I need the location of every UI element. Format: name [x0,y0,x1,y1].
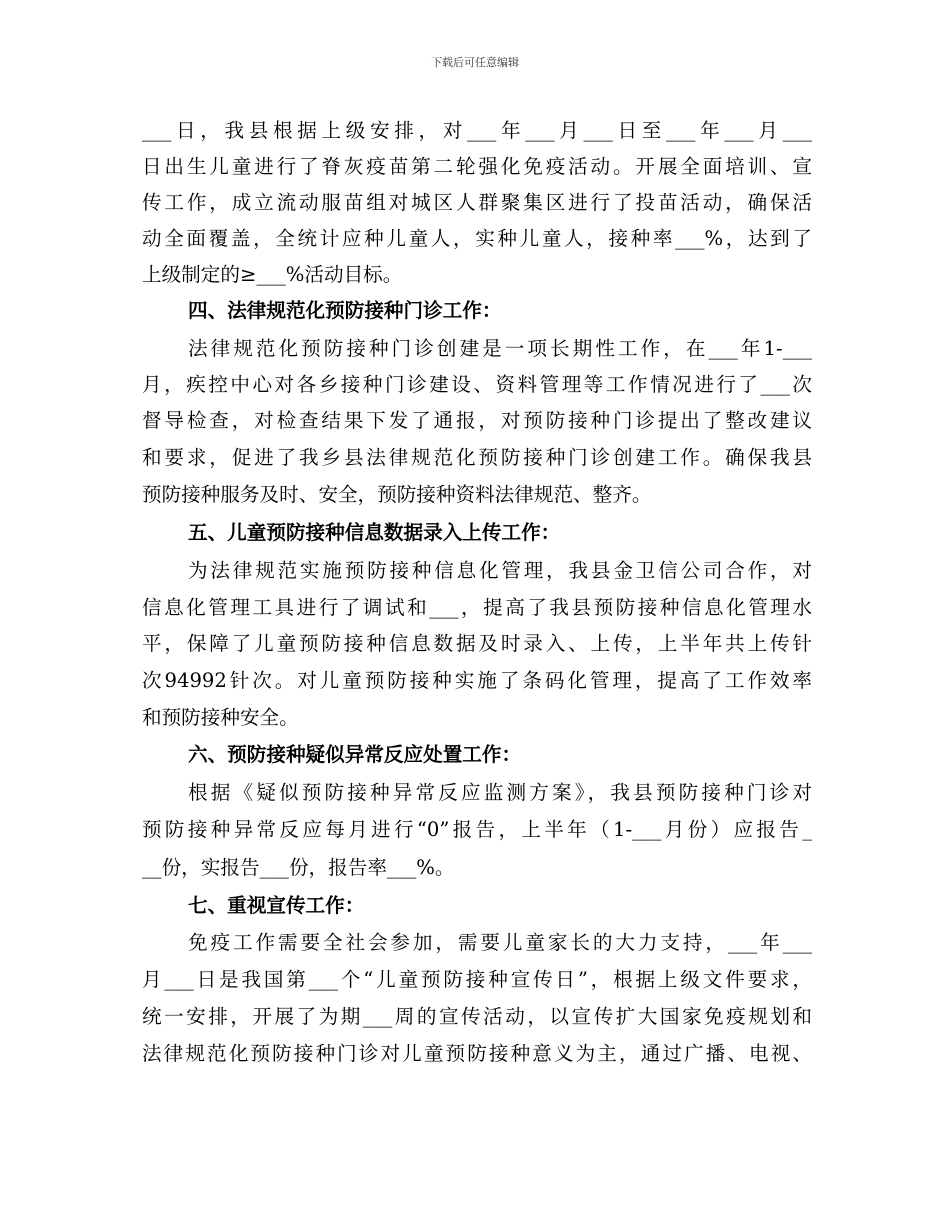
paragraph-line: 上级制定的≥___%活动目标。 [142,263,403,286]
paragraph-line: 免疫工作需要全社会参加，需要儿童家长的大力支持，___年___ [188,931,812,954]
paragraph-line: 传工作，成立流动服苗组对城区人群聚集区进行了投苗活动，确保活 [142,191,812,214]
paragraph-line: 为法律规范实施预防接种信息化管理，我县金卫信公司合作，对 [188,559,812,582]
paragraph-line: __份，实报告___份，报告率___%。 [142,856,455,879]
paragraph-line: 督导检查，对检查结果下发了通报，对预防接种门诊提出了整改建议 [142,409,812,432]
paragraph-line: 月，疾控中心对各乡接种门诊建设、资料管理等工作情况进行了___次 [142,373,812,396]
paragraph-line: 预防接种异常反应每月进行“0”报告，上半年（1-___月份）应报告_ [142,818,812,841]
paragraph-line: 和要求，促进了我乡县法律规范化预防接种门诊创建工作。确保我县 [142,446,812,469]
paragraph-line: 次94992针次。对儿童预防接种实施了条码化管理，提高了工作效率 [142,669,812,692]
section-heading: 四、法律规范化预防接种门诊工作： [188,299,502,322]
section-heading: 五、儿童预防接种信息数据录入上传工作： [188,521,561,544]
paragraph-line: 法律规范化预防接种门诊对儿童预防接种意义为主，通过广播、电视、 [142,1042,812,1065]
page-header: 下载后可任意编辑 [431,56,519,69]
paragraph-line: 平，保障了儿童预防接种信息数据及时录入、上传，上半年共上传针 [142,632,812,655]
paragraph-line: 统一安排，开展了为期___周的宣传活动，以宣传扩大国家免疫规划和 [142,1005,812,1028]
section-heading: 六、预防接种疑似异常反应处置工作： [188,743,522,766]
paragraph-line: 根据《疑似预防接种异常反应监测方案》，我县预防接种门诊对 [188,781,812,804]
paragraph-line: 日出生儿童进行了脊灰疫苗第二轮强化免疫活动。开展全面培训、宣 [142,155,812,178]
paragraph-line: 月___日是我国第___个“儿童预防接种宣传日”，根据上级文件要求， [142,968,812,991]
section-heading: 七、重视宣传工作： [188,894,365,917]
paragraph-line: 信息化管理工具进行了调试和___，提高了我县预防接种信息化管理水 [142,596,812,619]
paragraph-line: 动全面覆盖，全统计应种儿童人，实种儿童人，接种率___%，达到了 [142,227,812,250]
paragraph-line: 预防接种服务及时、安全，预防接种资料法律规范、整齐。 [142,483,652,506]
paragraph-line: ___日，我县根据上级安排，对___年___月___日至___年___月___ [142,119,812,142]
paragraph-line: 和预防接种安全。 [142,706,299,729]
paragraph-line: 法律规范化预防接种门诊创建是一项长期性工作，在___年1-___ [188,337,812,360]
